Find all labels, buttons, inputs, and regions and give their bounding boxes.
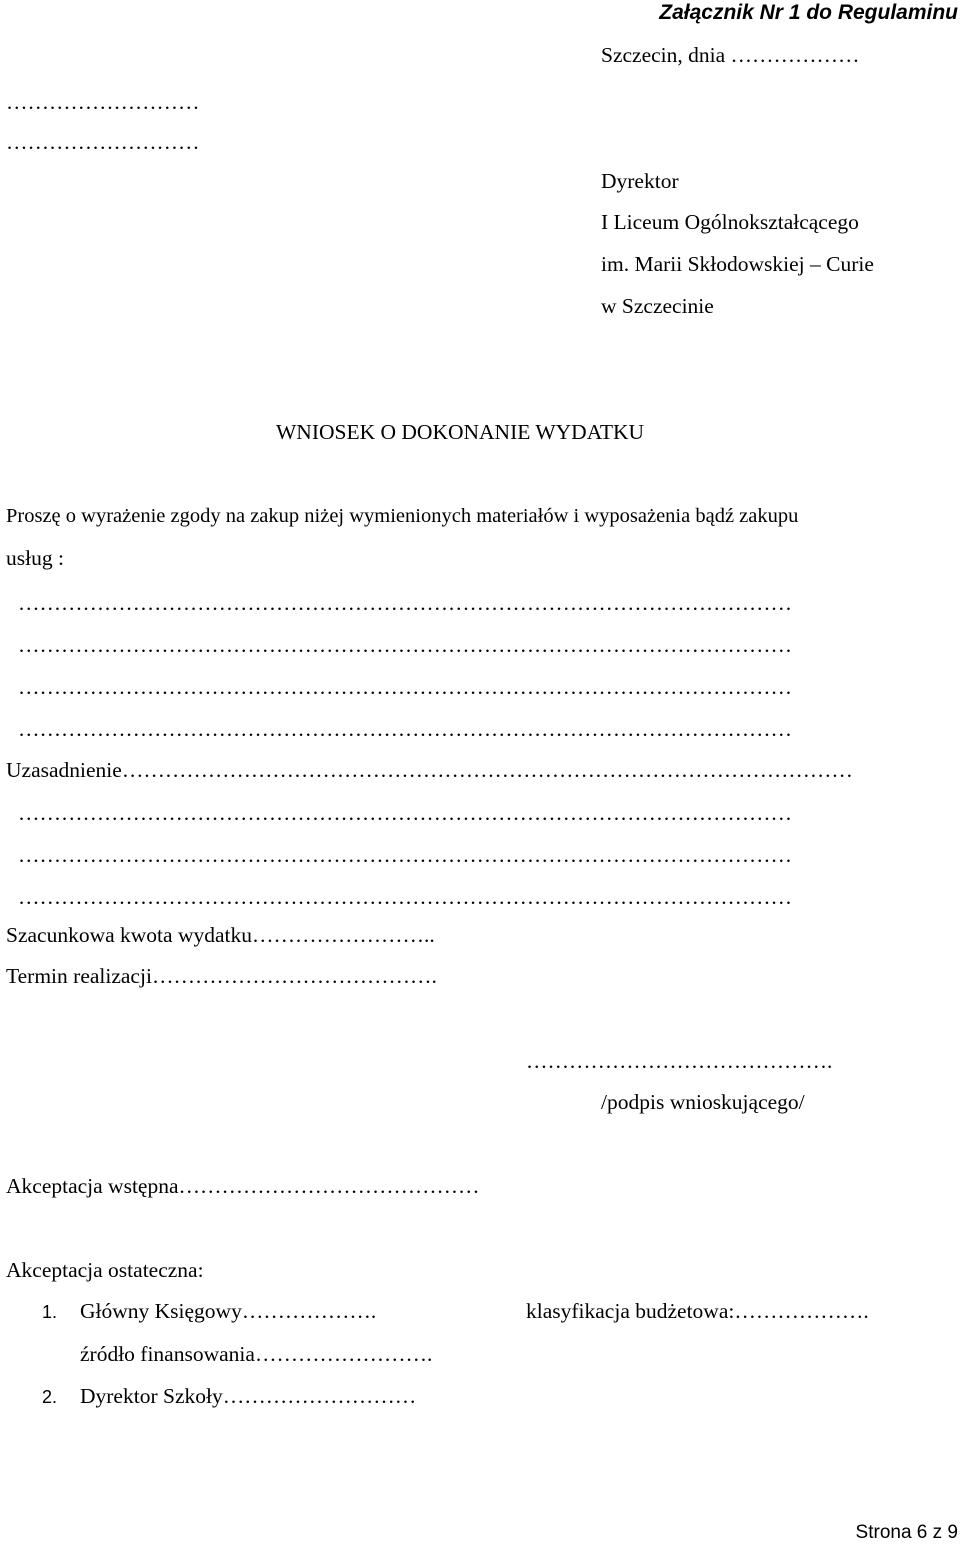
chief-accountant-dots: ………………. — [241, 1299, 377, 1323]
school-director-dots: ……………………… — [222, 1384, 417, 1408]
funding-source-dots: ……………………. — [254, 1342, 433, 1366]
estimated-amount-row — [6, 922, 435, 948]
attachment-label: Załącznik Nr 1 do Regulaminu — [659, 1, 958, 24]
items-dotted-line: ……………………………………………………………………………………………… — [18, 591, 792, 615]
funding-source-label: źródło finansowania — [80, 1342, 255, 1366]
budget-classification-label: klasyfikacja budżetowa: — [526, 1299, 735, 1323]
final-acceptance-label: Akceptacja ostateczna: — [6, 1258, 204, 1282]
school-director-label: Dyrektor Szkoły — [80, 1384, 223, 1408]
preliminary-acceptance-row — [6, 1173, 480, 1199]
recipient-line-4: w Szczecinie — [601, 294, 714, 318]
budget-classification-dots: ………………. — [734, 1299, 869, 1323]
deadline-dots: …………………………………. — [151, 964, 437, 988]
justification-dotted-line: ……………………………………………………………………………………………… — [18, 885, 792, 909]
budget-classification-row — [526, 1298, 869, 1324]
request-text-line-1: Proszę o wyrażenie zgody na zakup niżej wymienionych materiałów i wyposażenia bądź zakupu — [6, 505, 799, 527]
deadline-label: Termin realizacji — [6, 964, 152, 988]
estimated-amount-dots: …………………….. — [252, 923, 435, 947]
funding-source-row — [80, 1341, 432, 1367]
chief-accountant-label: Główny Księgowy — [80, 1299, 242, 1323]
recipient-line-1: Dyrektor — [601, 169, 679, 193]
justification-row — [6, 757, 853, 783]
request-text-line-2: usług : — [6, 546, 64, 570]
sender-line-1: ……………………… — [6, 90, 200, 114]
preliminary-acceptance-label: Akceptacja wstępna — [6, 1174, 179, 1198]
school-director-row — [80, 1383, 416, 1409]
justification-dotted-line: ……………………………………………………………………………………………… — [18, 801, 792, 825]
deadline-row — [6, 963, 437, 989]
justification-label: Uzasadnienie — [6, 758, 122, 782]
sender-line-2: ……………………… — [6, 130, 200, 154]
items-dotted-line: ……………………………………………………………………………………………… — [18, 633, 792, 657]
recipient-line-3: im. Marii Skłodowskiej – Curie — [601, 252, 874, 276]
justification-dots: ………………………………………………………………………………………… — [121, 758, 853, 782]
justification-dotted-line: ……………………………………………………………………………………………… — [18, 843, 792, 867]
preliminary-acceptance-dots: …………………………………… — [178, 1174, 480, 1198]
chief-accountant-row — [80, 1298, 376, 1324]
signature-dots: ……………………………………. — [526, 1049, 833, 1073]
recipient-line-2: I Liceum Ogólnokształcącego — [601, 210, 859, 234]
items-dotted-line: ……………………………………………………………………………………………… — [18, 675, 792, 699]
item-1-number: 1. — [42, 1302, 58, 1322]
items-dotted-line: ……………………………………………………………………………………………… — [18, 717, 792, 741]
form-title: WNIOSEK O DOKONANIE WYDATKU — [276, 420, 645, 444]
item-2-number: 2. — [42, 1387, 58, 1407]
signature-caption: /podpis wnioskującego/ — [601, 1090, 805, 1114]
estimated-amount-label: Szacunkowa kwota wydatku — [6, 923, 252, 947]
place-date: Szczecin, dnia ……………… — [601, 43, 860, 67]
page-number: Strona 6 z 9 — [855, 1522, 958, 1543]
